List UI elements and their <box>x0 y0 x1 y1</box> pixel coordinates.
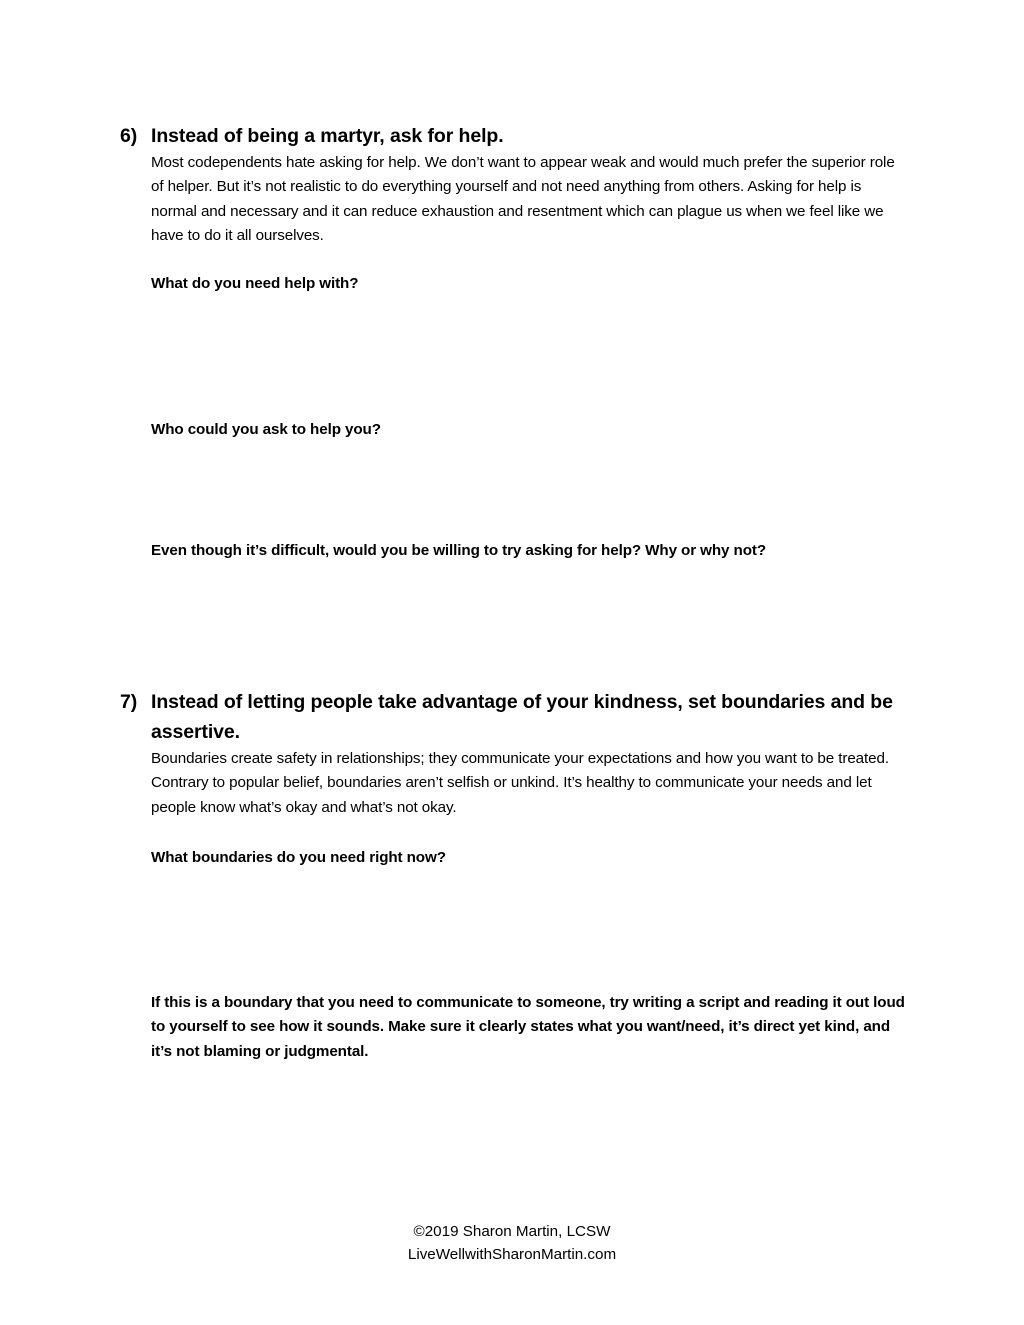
section-7-body: Boundaries create safety in relationships; they communicate your expectations and how you want to be treated. Contrary to popular belief, boundaries aren’t selfish or unkind. It’s healthy to communicate your needs and let people know what’s okay and what’s not okay. <box>151 750 889 816</box>
prompt-who-to-ask: Who could you ask to help you? <box>151 421 381 438</box>
prompt-help-needed: What do you need help with? <box>151 275 359 292</box>
section-7 <box>120 687 910 820</box>
footer-website: LiveWellwithSharonMartin.com <box>407 1246 617 1263</box>
page-footer <box>0 1220 1024 1266</box>
section-6-title: Instead of being a martyr, ask for help. <box>151 125 504 147</box>
section-7-title: Instead of letting people take advantage of your kindness, set boundaries and be assertive. <box>151 691 893 743</box>
footer-copyright: ©2019 Sharon Martin, LCSW <box>413 1223 611 1240</box>
section-6-heading <box>120 121 910 151</box>
section-7-heading <box>120 687 910 747</box>
prompt-willing-to-ask: Even though it’s difficult, would you be willing to try asking for help? Why or why not? <box>151 542 767 559</box>
prompt-boundaries-needed: What boundaries do you need right now? <box>151 849 446 866</box>
section-6-body: Most codependents hate asking for help. We don’t want to appear weak and would much prefer the superior role of helper. But it’s not realistic to do everything yourself and not need anything from others. Asking for help is normal and necessary and it can reduce exhaustion and resentment which can plague us when we feel like we have to do it all ourselves. <box>151 154 895 244</box>
prompt-boundary-script: If this is a boundary that you need to communicate to someone, try writing a script and reading it out loud to yourself to see how it sounds. Make sure it clearly states what you want/need, it’s direct yet kind, and it’s not blaming or judgmental. <box>151 994 905 1060</box>
section-7-number: 7) <box>120 691 138 713</box>
section-6-number: 6) <box>120 125 138 147</box>
section-6 <box>120 121 910 248</box>
